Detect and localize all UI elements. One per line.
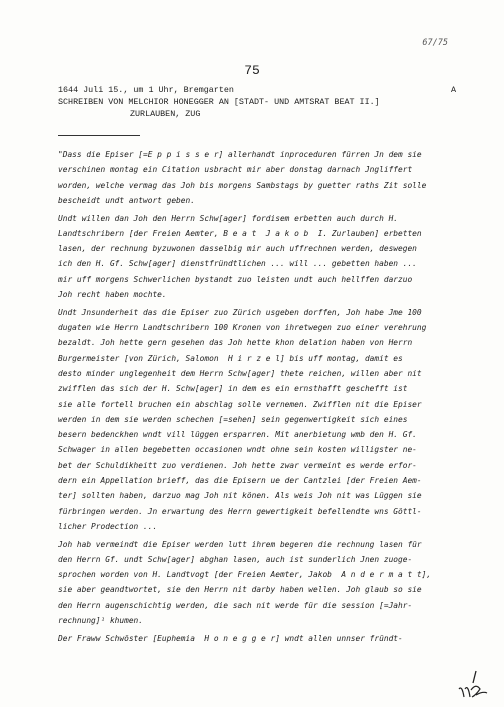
- body-line: worden, welche vermag das Joh bis morgens Sambstags by guetter raths Zit solle: [58, 180, 427, 190]
- body-line: sprochen worden von H. Landtvogt [der Freien Aemter, Jakob A n d e r m a t t],: [58, 570, 432, 580]
- body-line: den Herrn Gf. undt Schw[ager] abghan lasen, auch ist sunderlich Jnen zuoge-: [58, 554, 413, 564]
- title-line-2: ZURLAUBEN, ZUG: [130, 109, 201, 119]
- body-line: dern ein Appellation brieff, das die Episern ue der Cantzlei [der Freien Aem-: [58, 476, 422, 486]
- body-line: Schwager in allen begebetten occasionen wndt ohne sein kosten willigster ne-: [58, 445, 417, 455]
- separator-rule: [58, 135, 140, 136]
- body-line: desto minder unglegenheit dem Herrn Schw[ager] thete reichen, willen aber nit: [58, 368, 422, 378]
- body-line: fürbringen werden. Jn erwartung des Herrn gewertigkeit befellendte wns Göttl-: [58, 506, 422, 516]
- body-line: bezaldt. Joh hette gern gesehen das Joh hette khon delation haben von Herrn: [58, 338, 413, 348]
- title-line-1: SCHREIBEN VON MELCHIOR HONEGGER AN [STADT- UND AMTSRAT BEAT II.]: [58, 97, 380, 107]
- handwritten-signature-mark: [456, 669, 490, 701]
- body-line: rechnung]¹ khumen.: [58, 616, 144, 626]
- body-line: bet der Schuldikheitt zuo verdienen. Joh hette zwar vermeint es werde erfor-: [58, 460, 417, 470]
- page-reference: 67/75: [422, 38, 448, 48]
- body-line: Joh hab vermeindt die Episer werden lutt ihrem begeren die rechnung lasen für: [58, 539, 422, 549]
- body-line: den Herrn augenschichtig werden, die sach nit werde für die session [=Jahr-: [58, 600, 413, 610]
- body-line: Joh recht haben mochte.: [58, 290, 167, 300]
- body-line: Der Fraww Schwöster [Euphemia H o n e g g e r] wndt allen unnser fründt-: [58, 633, 403, 643]
- body-line: mir uff morgens Schwerlichen bystandt zuo leisten undt auch hellffen darzuo: [58, 274, 413, 284]
- body-line: bescheidt undt antwort geben.: [58, 195, 195, 205]
- date-line: 1644 Juli 15., um 1 Uhr, Bremgarten: [58, 85, 234, 95]
- letter-body: [58, 147, 468, 646]
- body-line: besern bedenckhen wndt vill lüggen ersparren. Mit anerbietung wmb den H. Gf.: [58, 430, 417, 440]
- body-line: Burgermeister [von Zürich, Salomon H i r z e l] bis uff montag, damit es: [58, 353, 403, 363]
- body-line: ich den H. Gf. Schw[ager] dienstfründtlichen ... will ... gebetten haben ...: [58, 259, 417, 269]
- body-line: Undt Jnsunderheit das die Episer zuo Zürich usgeben dorffen, Joh habe Jme 100: [58, 307, 422, 317]
- document-letter: A: [450, 85, 456, 95]
- body-line: zwifflen das sich der H. Schw[ager] in dem es ein ernsthafft geschefft ist: [58, 384, 408, 394]
- document-number: 75: [244, 63, 260, 78]
- body-line: dugaten wie Herrn Landtschribern 100 Kronen von ihretwegen zuo einer verehrung: [58, 323, 427, 333]
- body-line: licher Prodection ...: [58, 521, 158, 531]
- body-line: sie alle fortell bruchen ein abschlag solle vernemen. Zwifflen nit die Episer: [58, 399, 422, 409]
- body-line: "Dass die Episer [=E p p i s s e r] allerhandt inproceduren fürren Jn dem sie: [58, 150, 422, 159]
- body-line: ter] sollten haben, darzuo mag Joh nit könen. Als weis Joh nit was Lüggen sie: [58, 491, 422, 501]
- body-line: verschinen montag ein Citation usbracht mir aber donstag darnach Jngliffert: [58, 165, 413, 175]
- body-line: sie aber geandtwortet, sie den Herrn nit darby haben wellen. Joh glaub so sie: [58, 585, 422, 595]
- body-line: lasen, der rechnung byzuwonen dasselbig mir auch uffrechnen werden, deswegen: [58, 244, 417, 254]
- body-line: Undt willen dan Joh den Herrn Schw[ager] fordisem erbetten auch durch H.: [58, 213, 399, 223]
- body-line: werden in dem sie werden schechen [=sehen] sein gegenwertigkeit sich eines: [58, 414, 408, 424]
- body-line: Landtschribern [der Freien Aemter, B e a t J a k o b I. Zurlauben] erbetten: [58, 228, 422, 238]
